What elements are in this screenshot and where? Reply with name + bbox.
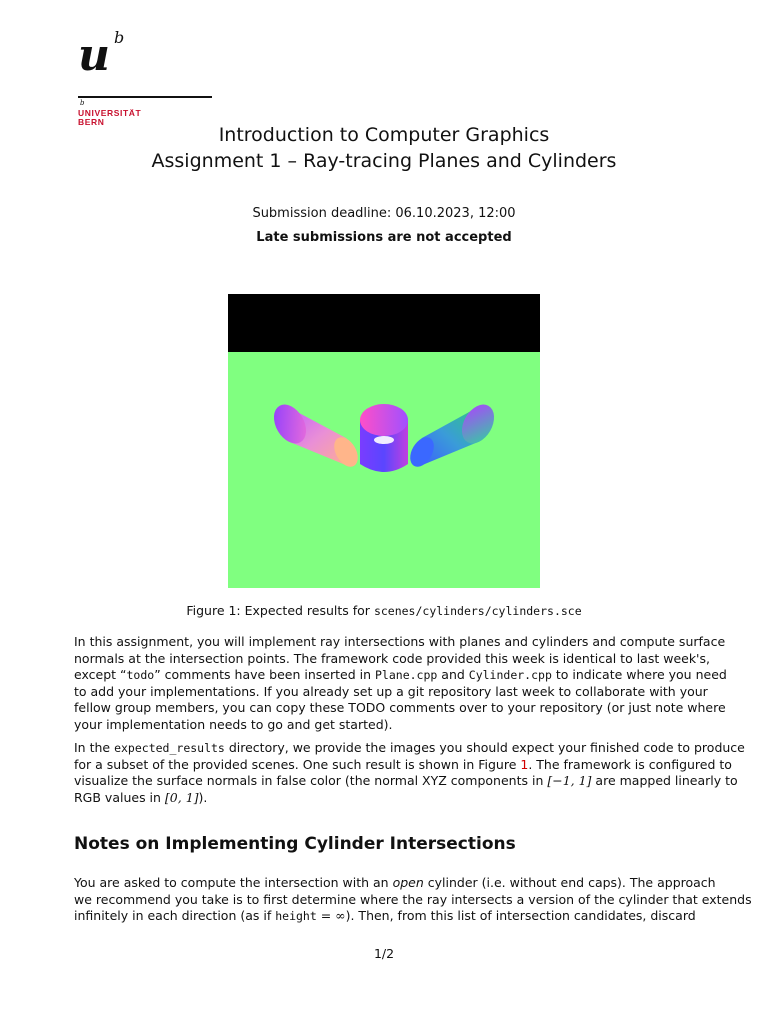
p1-text: except “ — [74, 667, 127, 682]
p2-text: RGB values in — [74, 789, 165, 805]
p2-text: In the — [74, 740, 115, 755]
p3-text: ). Then, from this list of intersection candidates, discard — [345, 908, 696, 923]
p1-line-3 — [74, 667, 727, 684]
cylinder-cpp-code: Cylinder.cpp — [468, 668, 552, 682]
paragraph-expected-results — [74, 740, 745, 806]
paragraph-cylinder-notes — [74, 875, 752, 925]
logo-b-glyph: b — [114, 28, 125, 47]
logo-line-universitat: UNIVERSITÄT — [78, 108, 142, 118]
p1-line-1: In this assignment, you will implement ray intersections with planes and cylinders and compute surface — [74, 634, 726, 649]
p3-line-1 — [74, 875, 716, 892]
p2-text: directory, we provide the images you should expect your finished code to produce — [224, 740, 745, 755]
figure-reference-link[interactable]: 1 — [520, 756, 529, 772]
section-heading: Notes on Implementing Cylinder Intersections — [74, 834, 516, 854]
page-number: 1/2 — [373, 946, 395, 961]
p3-line-3 — [74, 908, 695, 925]
p1-line-5: fellow group members, you can copy these TODO comments over to your repository (or just note where — [74, 700, 726, 715]
expected-results-code: expected_results — [114, 741, 225, 755]
middle-cylinder — [360, 404, 408, 472]
figure-caption — [0, 603, 768, 618]
p3-text: infinitely in each direction (as if — [74, 908, 276, 923]
p2-line-2 — [74, 756, 732, 774]
p1-line-6: your implementation needs to go and get started). — [74, 716, 393, 732]
range-math: [0, 1] — [164, 789, 199, 805]
p2-text: ). — [198, 789, 208, 805]
logo-divider — [78, 96, 212, 98]
late-submission-notice: Late submissions are not accepted — [256, 230, 512, 245]
caption-text: Figure 1: Expected results for — [186, 603, 374, 618]
logo-b-small-glyph: b — [80, 99, 85, 107]
caption-scene-path: scenes/cylinders/cylinders.sce — [373, 604, 582, 618]
p1-text: and — [437, 667, 469, 682]
p1-line-4: to add your implementations. If you already set up a git repository last week to collaborate with your — [74, 683, 708, 699]
p2-text: for a subset of the provided scenes. One such result is shown in Figure — [74, 756, 521, 772]
plane-cpp-code: Plane.cpp — [375, 668, 438, 682]
p2-line-1 — [74, 740, 745, 757]
height-code: height — [275, 909, 317, 923]
p2-line-4 — [74, 790, 695, 807]
submission-deadline: Submission deadline: 06.10.2023, 12:00 — [252, 206, 516, 221]
p1-text: ” comments have been inserted in — [154, 667, 375, 682]
p3-text: You are asked to compute the intersection with an — [74, 875, 393, 890]
logo-line-bern: BERN — [78, 117, 105, 127]
p1-text: to indicate where you need — [551, 667, 727, 682]
p1-line-2: normals at the intersection points. The framework code provided this week is identical to last week's, — [74, 650, 710, 666]
open-emphasis: open — [392, 875, 424, 890]
right-cylinder — [405, 399, 500, 471]
cylinders-illustration — [228, 294, 540, 588]
p2-line-3 — [74, 773, 738, 790]
p2-text: . The framework is configured to — [528, 756, 732, 772]
paragraph-intro — [74, 634, 727, 733]
figure-cylinders-render — [228, 294, 540, 588]
university-logo — [78, 30, 218, 130]
left-cylinder — [267, 399, 362, 471]
course-title: Introduction to Computer Graphics — [218, 124, 550, 146]
assignment-title: Assignment 1 – Ray-tracing Planes and Cylinders — [151, 150, 617, 172]
p3-line-2: we recommend you take is to first determine where the ray intersects a version of the cylinder that extends — [74, 891, 752, 907]
infinity-math: = ∞ — [316, 908, 346, 923]
p2-text: are mapped linearly to — [591, 773, 738, 788]
p3-text: cylinder (i.e. without end caps). The approach — [423, 875, 716, 890]
todo-code: todo — [126, 668, 155, 682]
p2-text: visualize the surface normals in false color (the normal XYZ components in — [74, 773, 548, 788]
logo-u-glyph: u — [78, 30, 110, 81]
range-math: [−1, 1] — [547, 773, 592, 788]
